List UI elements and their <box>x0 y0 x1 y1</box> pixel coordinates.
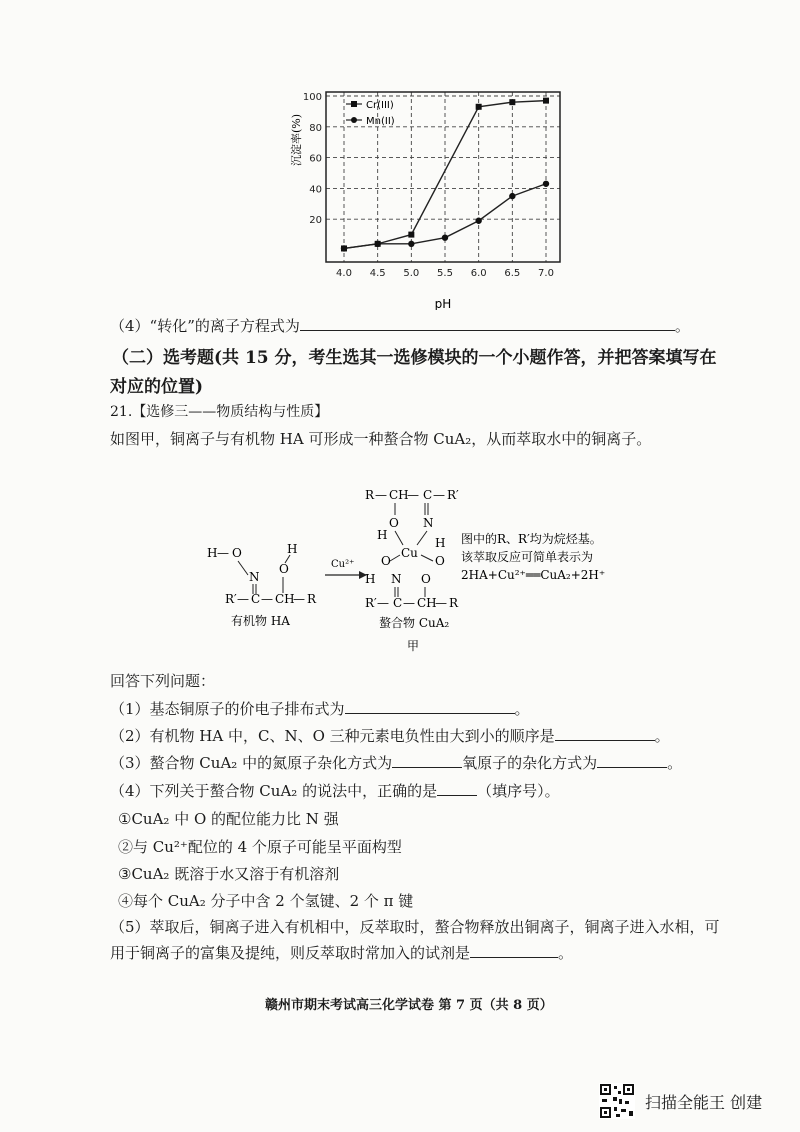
question-4: （4）下列关于螯合物 CuA₂ 的说法中，正确的是 （填序号）。 <box>110 782 560 800</box>
data-point-mn <box>442 234 448 240</box>
option-2: ②与 Cu²⁺配位的 4 个原子可能呈平面构型 <box>118 838 402 856</box>
data-point-mn <box>543 181 549 187</box>
svg-text:H: H <box>435 536 446 550</box>
q21-intro: 如图甲，铜离子与有机物 HA 可形成一种螯合物 CuA₂，从而萃取水中的铜离子。 <box>110 430 652 448</box>
data-point-mn <box>408 241 414 247</box>
svg-text:—: — <box>293 592 305 606</box>
molecule-ha <box>207 542 317 606</box>
question-2: （2）有机物 HA 中，C、N、O 三种元素电负性由大到小的顺序是 。 <box>110 727 670 745</box>
prev-question-4: （4）“转化”的离子方程式为 。 <box>110 317 690 335</box>
molecule-cua2 <box>365 488 459 610</box>
data-point-mn <box>341 245 347 251</box>
svg-text:N: N <box>391 572 402 586</box>
x-tick-label: 5.0 <box>403 268 420 279</box>
svg-text:C: C <box>423 488 433 502</box>
legend-label: Mn(II) <box>366 116 395 127</box>
option-4: ④每个 CuA₂ 分子中含 2 个氢键、2 个 π 键 <box>118 892 414 910</box>
option-1: ①CuA₂ 中 O 的配位能力比 N 强 <box>118 810 339 828</box>
svg-text:C: C <box>251 592 261 606</box>
label-ha: 有机物 HA <box>231 614 290 628</box>
x-axis-label: pH <box>434 297 452 310</box>
question-5-line-1: （5）萃取后，铜离子进入有机相中，反萃取时，螯合物释放出铜离子，铜离子进入水相，可 <box>110 918 720 936</box>
svg-text:R: R <box>449 596 459 610</box>
note-line-1: 图中的R、R′均为烷烃基。 <box>461 532 602 546</box>
figure-label: 甲 <box>407 639 420 653</box>
svg-text:O: O <box>435 554 445 568</box>
svg-text:—: — <box>403 596 415 610</box>
svg-text:—: — <box>435 596 447 610</box>
answer-blank[interactable] <box>300 316 675 331</box>
svg-text:O: O <box>421 572 431 586</box>
svg-text:—: — <box>375 488 387 502</box>
svg-text:CH: CH <box>275 592 295 606</box>
page-footer: 赣州市期末考试高三化学试卷 第 7 页（共 8 页） <box>265 998 553 1013</box>
answer-prompt: 回答下列问题： <box>110 672 216 690</box>
x-tick-label: 4.5 <box>369 268 386 279</box>
question-5-line-2: 用于铜离子的富集及提纯，则反萃取时常加入的试剂是 。 <box>110 944 574 962</box>
y-tick-label: 60 <box>309 153 322 165</box>
y-tick-label: 100 <box>302 92 322 103</box>
svg-text:N: N <box>423 516 434 530</box>
chart-ticks <box>303 92 554 279</box>
y-tick-label: 80 <box>309 122 322 134</box>
data-point-mn <box>509 193 515 199</box>
y-tick-label: 20 <box>309 215 322 227</box>
svg-text:O: O <box>389 516 399 530</box>
x-tick-label: 7.0 <box>538 268 554 279</box>
svg-text:O: O <box>381 554 391 568</box>
svg-text:C: C <box>393 596 403 610</box>
section-heading-1: （二）选考题(共 15 分，考生选其一选修模块的一个小题作答，并把答案填写在 <box>112 348 717 368</box>
svg-text:H: H <box>207 546 218 560</box>
option-3: ③CuA₂ 既溶于水又溶于有机溶剂 <box>118 865 340 883</box>
note-line-2: 该萃取反应可简单表示为 <box>461 550 594 564</box>
svg-text:R′: R′ <box>447 488 459 502</box>
section-heading-2: 对应的位置) <box>110 377 204 397</box>
svg-text:R: R <box>307 592 317 606</box>
svg-text:H: H <box>287 542 298 556</box>
data-point-mn <box>475 218 481 224</box>
svg-text:—: — <box>261 592 273 606</box>
data-point-cr <box>408 232 414 238</box>
svg-text:H: H <box>377 528 388 542</box>
scanner-brand: 扫描全能王 创建 <box>645 1093 763 1112</box>
data-point-mn <box>374 241 380 247</box>
data-point-cr <box>509 99 515 105</box>
x-tick-label: 5.5 <box>437 268 453 279</box>
svg-text:H: H <box>365 572 376 586</box>
x-tick-label: 6.0 <box>470 268 487 279</box>
x-tick-label: 6.5 <box>504 268 521 279</box>
svg-text:R: R <box>365 488 375 502</box>
chelate-structure-figure <box>195 475 635 655</box>
q21-title: 21.【选修三——物质结构与性质】 <box>110 404 329 420</box>
svg-text:CH: CH <box>417 596 437 610</box>
y-axis-label: 沉淀率(%) <box>290 113 303 167</box>
legend-label: Cr(III) <box>366 100 394 111</box>
arrow-label: Cu²⁺ <box>331 559 355 570</box>
answer-blank-2[interactable] <box>555 726 655 741</box>
data-point-cr <box>543 98 549 104</box>
answer-blank-3a[interactable] <box>392 753 462 768</box>
svg-text:CH: CH <box>389 488 409 502</box>
question-3: （3）螯合物 CuA₂ 中的氮原子杂化方式为 氧原子的杂化方式为 。 <box>110 754 683 772</box>
svg-text:Cu: Cu <box>401 546 418 560</box>
x-tick-label: 4.0 <box>336 268 352 279</box>
svg-text:—: — <box>407 488 419 502</box>
answer-blank-1[interactable] <box>345 699 515 714</box>
label-cua2: 螯合物 CuA₂ <box>379 616 450 630</box>
question-1: （1）基态铜原子的价电子排布式为 。 <box>110 700 530 718</box>
svg-text:—: — <box>433 488 445 502</box>
note-line-3: 2HA+Cu²⁺══CuA₂+2H⁺ <box>461 568 606 582</box>
legend-marker <box>351 101 357 107</box>
y-tick-label: 40 <box>309 184 322 196</box>
precipitation-chart <box>270 70 570 310</box>
svg-text:N: N <box>249 570 260 584</box>
answer-blank-5[interactable] <box>470 943 558 958</box>
svg-text:O: O <box>232 546 242 560</box>
answer-blank-3b[interactable] <box>597 753 667 768</box>
svg-text:—: — <box>217 546 229 560</box>
data-point-cr <box>476 104 482 110</box>
svg-text:O: O <box>279 562 289 576</box>
chart-legend <box>346 100 395 127</box>
answer-blank-4[interactable] <box>437 781 477 796</box>
svg-text:R′: R′ <box>365 596 377 610</box>
svg-text:R′: R′ <box>225 592 237 606</box>
legend-marker <box>351 117 357 123</box>
svg-text:—: — <box>377 596 389 610</box>
svg-text:—: — <box>237 592 249 606</box>
qr-code-icon <box>599 1083 635 1119</box>
